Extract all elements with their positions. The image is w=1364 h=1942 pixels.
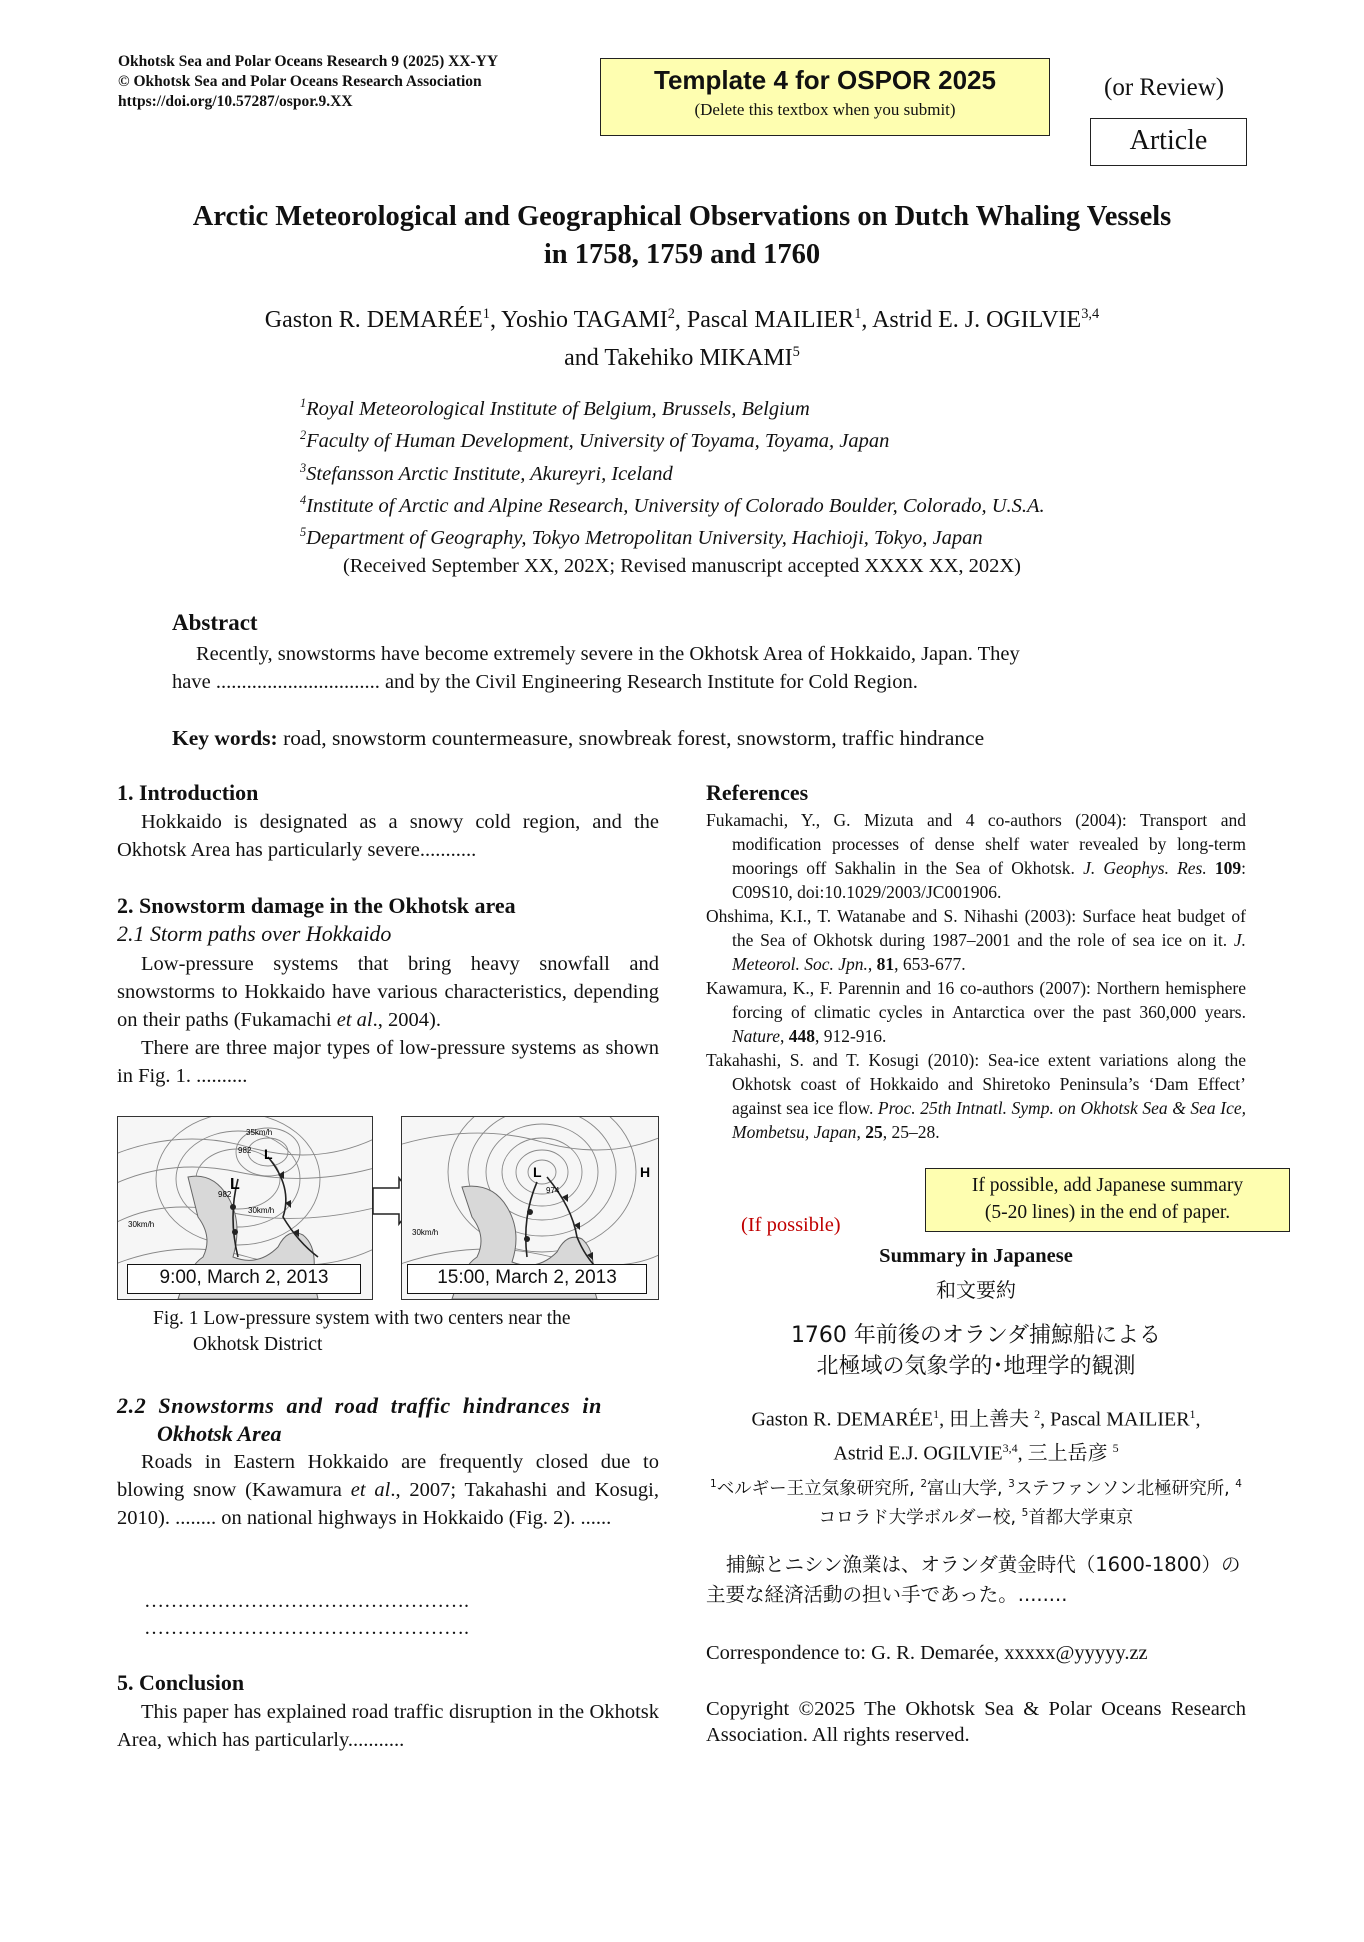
affiliation-4-text: Institute of Arctic and Alpine Research, University of Colorado Boulder, Colorado, U.S.A.: [306, 494, 1045, 517]
section-1-heading: 1. Introduction: [117, 780, 259, 805]
ref4-text: Takahashi, S. and T. Kosugi (2010): Sea-ice extent variations along the Okhotsk coast of Hokkaido and Shiretoko Peninsula’s ‘Dam Effect’ against sea ice flow.: [706, 1050, 1246, 1118]
section-1-text: Hokkaido is designated as a snowy cold region, and the Okhotsk Area has particularly severe...........: [117, 811, 659, 861]
jp-box-line-1: If possible, add Japanese summary: [971, 1175, 1244, 1196]
journal-line: Okhotsk Sea and Polar Oceans Research 9 (2025) XX-YY: [118, 53, 499, 70]
ref3-journal: Nature: [732, 1026, 780, 1046]
s22-heading-line-1: 2.2 Snowstorms and road traffic hindrances in: [117, 1393, 602, 1418]
s21-p1-etal: et al: [336, 1009, 373, 1031]
map-pressure-982a: 982: [238, 1146, 252, 1155]
affiliation-2: [300, 422, 1045, 454]
ref4-volume: 25: [865, 1122, 883, 1142]
ref3-volume: 448: [788, 1026, 815, 1046]
jp-author-5-sup: 5: [1112, 1440, 1119, 1455]
affiliation-list: [300, 390, 1045, 552]
reference-1: [706, 808, 1246, 904]
abstract-line-1: Recently, snowstorms have become extremely severe in the Okhotsk Area of Hokkaido, Japan. They: [196, 643, 1020, 665]
japanese-summary-body: 捕鯨とニシン漁業は、オランダ黄金時代（1600-1800）の主要な経済活動の担い手であった。........: [706, 1553, 1241, 1606]
jp-author-2: 田上善夫: [949, 1406, 1030, 1431]
title-line-1: Arctic Meteorological and Geographical Observations on Dutch Whaling Vessels: [192, 201, 1172, 232]
correspondence: Correspondence to: G. R. Demarée, xxxxx@yyyyy.zz: [706, 1642, 1148, 1664]
section-5-heading: 5. Conclusion: [117, 1670, 245, 1695]
ref1-text: Fukamachi, Y., G. Mizuta and 4 co-authors (2004): Transport and modification processes of dense shelf water revealed by long-term moorings off Sakhalin in the Sea of Okhotsk.: [706, 810, 1246, 878]
affiliation-3: [300, 455, 1045, 487]
section-2-1-paragraph-2: There are three major types of low-pressure systems as shown in Fig. 1. ..........: [117, 1037, 659, 1087]
jp-title-line-1: 1760 年前後のオランダ捕鯨船による: [790, 1323, 1162, 1348]
map-high-1: H: [640, 1164, 651, 1180]
copyright-line: © Okhotsk Sea and Polar Oceans Research Association: [118, 73, 482, 90]
affiliation-5: [300, 519, 1045, 551]
jp-affil-3-sup: 3: [1008, 1478, 1015, 1490]
author-3: Pascal MAILIER: [686, 307, 855, 333]
author-1: Gaston R. DEMARÉE: [264, 307, 483, 333]
author-and: and: [564, 345, 599, 371]
jp-author-1: Gaston R. DEMARÉE: [751, 1408, 934, 1431]
abstract-line-2: have ................................ and by the Civil Engineering Research Institute for Cold Region.: [172, 671, 918, 693]
figure-label-left: 9:00, March 2, 2013: [127, 1264, 361, 1294]
keywords-text: road, snowstorm countermeasure, snowbreak forest, snowstorm, traffic hindrance: [283, 726, 985, 750]
affiliation-3-text: Stefansson Arctic Institute, Akureyri, Iceland: [306, 462, 673, 485]
reference-2: Ohshima, K.I., T. Watanabe and S. Nihashi (2003): Surface heat budget of the Sea of Okhotsk during 1987–2001 and the role of sea ice on it. J. Meteorol. Soc. Jpn., 81, 653-677.: [706, 906, 1246, 974]
map-wind-30c: 30km/h: [412, 1228, 439, 1237]
ref4-journal: Proc. 25th Intnatl. Symp. on Okhotsk Sea & Sea Ice, Mombetsu, Japan: [732, 1098, 1246, 1142]
japanese-affiliations: [706, 1472, 1246, 1530]
ref3-tail: , 912-916.: [814, 1026, 887, 1046]
s22-p-etal: et al: [350, 1479, 391, 1501]
ref4-tail: , 25–28.: [882, 1122, 940, 1142]
abstract-text: [172, 640, 1172, 696]
if-possible-label: (If possible): [741, 1214, 841, 1236]
ref4-separator: ,: [856, 1122, 866, 1142]
map-low-3: L: [533, 1164, 542, 1180]
affiliation-1: [300, 390, 1045, 422]
figure-1: [117, 1116, 661, 1306]
ref2-journal: J. Meteorol. Soc. Jpn.: [732, 930, 1246, 974]
abstract-heading: Abstract: [172, 610, 258, 635]
jp-affil-1: ベルギー王立気象研究所,: [716, 1478, 915, 1499]
copyright-notice: Copyright ©2025 The Okhotsk Sea & Polar Oceans Research Association. All rights reserved.: [706, 1698, 1246, 1746]
section-2-2-paragraph: [117, 1448, 659, 1532]
jp-author-4: Astrid E.J. OGILVIE: [833, 1442, 1003, 1465]
author-4: Astrid E. J. OGILVIE: [872, 307, 1082, 333]
author-3-sup: 1: [854, 306, 862, 322]
affiliation-5-sup: 5: [300, 525, 307, 540]
affiliation-3-sup: 3: [300, 460, 307, 475]
title-line-2: in 1758, 1759 and 1760: [543, 239, 821, 270]
section-2-1-heading: 2.1 Storm paths over Hokkaido: [117, 921, 392, 946]
jp-author-3-sup: 1: [1189, 1407, 1196, 1421]
jp-author-3: Pascal MAILIER: [1050, 1408, 1190, 1431]
affiliation-2-text: Faculty of Human Development, University of Toyama, Toyama, Japan: [306, 430, 890, 453]
ref2-volume: 81: [876, 954, 895, 974]
jp-author-5: 三上岳彦: [1027, 1440, 1108, 1465]
template-notice-box: [600, 58, 1050, 136]
map-wind-35: 35km/h: [246, 1128, 273, 1137]
jp-affil-3: ステファンソン北極研究所,: [1014, 1478, 1230, 1499]
author-2-sup: 2: [667, 306, 675, 322]
ref2-tail: , 653-677.: [894, 954, 966, 974]
article-type-box: Article: [1090, 118, 1247, 166]
reference-3: Kawamura, K., F. Parennin and 16 co-authors (2007): Northern hemisphere forcing of climatic cycles in Antarctica over the past 360,000 years. Nature, 448, 912-916.: [706, 978, 1246, 1046]
ref3-text: Kawamura, K., F. Parennin and 16 co-authors (2007): Northern hemisphere forcing of climatic cycles in Antarctica over the past 360,000 years.: [706, 978, 1246, 1022]
received-dates: (Received September XX, 202X; Revised manuscript accepted XXXX XX, 202X): [342, 555, 1022, 577]
ellipsis-line-2: ………………………………………….: [144, 1617, 469, 1639]
jp-affil-5-sup: 5: [1021, 1506, 1029, 1519]
jp-author-4-sup: 3,4: [1002, 1440, 1018, 1455]
affiliation-1-text: Royal Meteorological Institute of Belgium, Brussels, Belgium: [306, 397, 810, 420]
ref2-text: Ohshima, K.I., T. Watanabe and S. Nihashi (2003): Surface heat budget of the Sea of Okhotsk during 1987–2001 and the role of sea ice on it.: [706, 906, 1246, 950]
wabun-heading: 和文要約: [936, 1278, 1016, 1302]
japanese-title: [706, 1320, 1246, 1382]
jp-affil-1-sup: 1: [710, 1478, 717, 1490]
author-4-sup: 3,4: [1081, 306, 1100, 322]
ref1-tail: : C09S10, doi:10.1029/2003/JC001906.: [732, 858, 1246, 902]
ref1-volume: 109: [1214, 858, 1242, 878]
template-title: Template 4 for OSPOR 2025: [654, 65, 996, 95]
figure-1-caption: [153, 1306, 673, 1358]
doi-line: https://doi.org/10.57287/ospor.9.XX: [118, 93, 353, 110]
map-wind-30a: 30km/h: [248, 1206, 275, 1215]
map-pressure-974: 974: [546, 1186, 560, 1195]
map-wind-30b: 30km/h: [128, 1220, 155, 1229]
affiliation-2-sup: 2: [300, 428, 307, 443]
section-2-2-heading: [117, 1392, 659, 1448]
paper-title: [100, 198, 1264, 274]
template-note: (Delete this textbox when you submit): [694, 100, 956, 119]
map-low-2: L: [264, 1146, 273, 1162]
jp-affil-2-sup: 2: [920, 1478, 928, 1490]
or-review-label: (or Review): [1104, 74, 1225, 101]
s22-p-a: Roads in Eastern Hokkaido are frequently closed due to blowing snow (Kawamura: [117, 1451, 659, 1501]
japanese-summary-note-box: [925, 1168, 1290, 1232]
jp-title-line-2: 北極域の気象学的･地理学的観測: [816, 1354, 1136, 1379]
references-heading: References: [706, 780, 809, 805]
keywords: [172, 726, 984, 751]
jp-affil-4-sup: 4: [1235, 1478, 1242, 1490]
map-pressure-982b: 982: [218, 1190, 232, 1199]
s21-p1-b: ., 2004).: [372, 1009, 441, 1031]
reference-list: [706, 808, 1246, 1144]
japanese-authors: Gaston R. DEMARÉE$^1$, 田上善夫 $^2$, Pascal MAILIER$^1$, Astrid E.J. OGILVIE$^{3,4}$, 三上岳彦 $^5$: [751, 1406, 1201, 1465]
s21-p1-a: Low-pressure systems that bring heavy snowfall and snowstorms to Hokkaido have various characteristics, depending on their paths (Fukamachi: [117, 953, 659, 1031]
author-1-sup: 1: [482, 306, 490, 322]
jp-affil-5: 首都大学東京: [1028, 1507, 1134, 1528]
affiliation-1-sup: 1: [300, 396, 307, 410]
affiliation-4-sup: 4: [300, 492, 307, 507]
author-5-sup: 5: [792, 344, 800, 360]
ref1-journal: J. Geophys. Res.: [1083, 858, 1207, 878]
keywords-label: Key words:: [172, 726, 278, 750]
s22-heading-line-2: Okhotsk Area: [157, 1421, 282, 1446]
jp-affil-2: 富山大学,: [927, 1478, 1003, 1499]
s22-p-b: ., 2007; Takahashi and Kosugi, 2010). ........ on national highways in Hokkaido (Fig. 2). ......: [117, 1479, 659, 1529]
author-list: Gaston R. DEMARÉE$^1$, Yoshio TAGAMI$^2$, Pascal MAILIER$^1$, Astrid E. J. OGILVIE$^{3,4}$ and Takehiko MIKAMI$^5$: [264, 306, 1100, 371]
map-low-1: L: [230, 1176, 240, 1193]
affiliation-4: [300, 487, 1045, 519]
jp-author-1-sup: 1: [933, 1407, 940, 1421]
jp-affil-4: コロラド大学ボルダー校,: [818, 1507, 1017, 1528]
section-5-text: This paper has explained road traffic disruption in the Okhotsk Area, which has particularly...........: [117, 1701, 659, 1751]
reference-4: [706, 1048, 1246, 1144]
author-5: Takehiko MIKAMI: [604, 345, 793, 371]
author-2: Yoshio TAGAMI: [501, 307, 668, 333]
figure-caption-line-2: Okhotsk District: [193, 1334, 323, 1355]
section-2-heading: 2. Snowstorm damage in the Okhotsk area: [117, 893, 516, 918]
summary-in-japanese-heading: Summary in Japanese: [879, 1245, 1073, 1267]
jp-box-line-2: (5-20 lines) in the end of paper.: [984, 1202, 1231, 1223]
jp-author-2-sup: 2: [1034, 1407, 1041, 1421]
ellipsis-line-1: ………………………………………….: [144, 1590, 469, 1612]
figure-caption-line-1: Fig. 1 Low-pressure system with two centers near the: [153, 1308, 571, 1329]
journal-header: [118, 52, 498, 112]
affiliation-5-text: Department of Geography, Tokyo Metropolitan University, Hachioji, Tokyo, Japan: [306, 527, 983, 550]
section-2-1-paragraph-1: [117, 950, 659, 1034]
figure-label-right: 15:00, March 2, 2013: [407, 1264, 647, 1294]
